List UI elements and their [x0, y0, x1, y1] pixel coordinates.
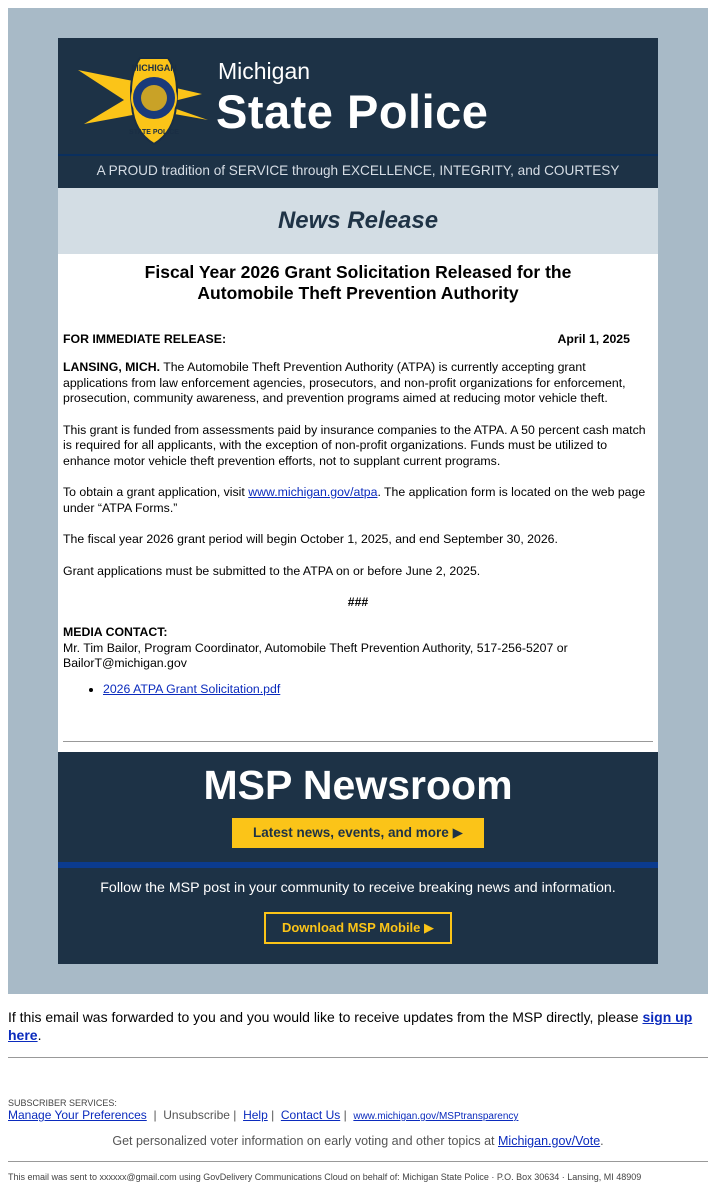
svg-text:MICHIGAN: MICHIGAN	[131, 63, 177, 73]
manage-preferences-link[interactable]: Manage Your Preferences	[8, 1108, 147, 1122]
attachment-list	[63, 682, 653, 697]
help-link[interactable]: Help	[243, 1108, 268, 1122]
paragraph-2: This grant is funded from assessments paid by insurance companies to the ATPA. A 50 percent cash match is required for all applicants, with the exception of non-profit organizations. Funds must be utilized to enhance motor vehicle theft prevention efforts, not to supplant current programs.	[63, 422, 646, 468]
forward-end: .	[37, 1027, 42, 1043]
sent-notice: This email was sent to xxxxxx@gmail.com using GovDelivery Communications Cloud on behalf of: Michigan State Police · P.O. Box 30634 · Lansing, MI 48909	[8, 1172, 642, 1182]
voter-end: .	[600, 1134, 604, 1148]
dateline: LANSING, MICH.	[63, 360, 161, 374]
release-date: April 1, 2025	[557, 332, 630, 346]
subscriber-services-label: SUBSCRIBER SERVICES:	[8, 1098, 117, 1108]
newsroom-title: MSP Newsroom	[203, 762, 513, 808]
footer-divider-2	[8, 1161, 708, 1162]
newsroom-divider	[58, 862, 658, 868]
play-arrow-icon: ▶	[424, 920, 435, 935]
release-title: Fiscal Year 2026 Grant Solicitation Released for the Automobile Theft Prevention Authority	[144, 262, 572, 303]
msp-badge-icon	[78, 54, 208, 146]
release-meta-row	[63, 332, 653, 346]
end-mark: ###	[347, 595, 369, 609]
voter-text: Get personalized voter information on early voting and other topics at	[112, 1134, 498, 1148]
vote-link[interactable]: Michigan.gov/Vote	[498, 1134, 601, 1148]
play-arrow-icon: ▶	[452, 825, 463, 840]
tagline: A PROUD tradition of SERVICE through EXCELLENCE, INTEGRITY, and COURTESY	[96, 163, 620, 178]
paragraph-1-text: The Automobile Theft Prevention Authority (ATPA) is currently accepting grant applications from law enforcement agencies, prosecutors, and non-profit organizations for enforcement, prosecution, community awareness, and prevention programs aimed at reducing motor vehicle theft.	[63, 360, 626, 405]
paragraph-4: The fiscal year 2026 grant period will begin October 1, 2025, and end September 30, 2026.	[63, 532, 558, 546]
media-contact-heading: MEDIA CONTACT:	[63, 625, 168, 639]
body-divider	[63, 741, 653, 742]
transparency-link[interactable]: www.michigan.gov/MSPtransparency	[353, 1111, 519, 1122]
download-label: Download MSP Mobile	[281, 920, 421, 935]
paragraph-3-pre: To obtain a grant application, visit	[63, 485, 249, 499]
immediate-release-label: FOR IMMEDIATE RELEASE:	[63, 332, 227, 346]
list-item	[103, 682, 653, 697]
follow-text: Follow the MSP post in your community to receive breaking news and information.	[100, 880, 616, 896]
paragraph-5: Grant applications must be submitted to the ATPA on or before June 2, 2025.	[63, 563, 481, 578]
brand-michigan: Michigan	[218, 58, 311, 84]
email-frame	[8, 8, 708, 994]
latest-news-button[interactable]	[232, 818, 484, 848]
voter-info	[8, 1134, 708, 1148]
download-app-button[interactable]	[264, 912, 452, 944]
subscriber-links: Manage Your Preferences | Unsubscribe | Help | Contact Us | www.michigan.gov/MSPtransparency	[8, 1108, 519, 1122]
email-card	[58, 38, 658, 964]
contact-us-link[interactable]: Contact Us	[280, 1108, 341, 1122]
paragraph-3	[63, 485, 653, 516]
brand-state-police: State Police	[216, 85, 489, 138]
paragraph-1	[63, 360, 653, 407]
news-release-band: News Release	[58, 188, 658, 254]
tagline-divider	[58, 154, 658, 156]
svg-text:STATE POLICE: STATE POLICE	[129, 129, 179, 136]
paragraph-3-post: . The application form is located on the web page under “ATPA Forms.”	[63, 485, 646, 515]
footer-divider	[8, 1057, 708, 1058]
sign-up-link[interactable]: sign up here	[8, 1009, 693, 1043]
release-body	[58, 254, 658, 752]
newsroom-banner	[58, 752, 658, 964]
header-banner	[58, 38, 658, 188]
atpa-link[interactable]: www.michigan.gov/atpa	[248, 485, 378, 499]
latest-news-label: Latest news, events, and more	[253, 825, 449, 840]
media-contact-text: Mr. Tim Bailor, Program Coordinator, Automobile Theft Prevention Authority, 517-256-5207 or BailorT@michigan.gov	[63, 640, 568, 670]
forward-text: If this email was forwarded to you and you would like to receive updates from the MSP directly, please	[8, 1009, 643, 1025]
attachment-link[interactable]: 2026 ATPA Grant Solicitation.pdf	[103, 681, 281, 696]
unsubscribe-link[interactable]: Unsubscribe	[163, 1108, 230, 1122]
forward-notice	[8, 1008, 698, 1044]
